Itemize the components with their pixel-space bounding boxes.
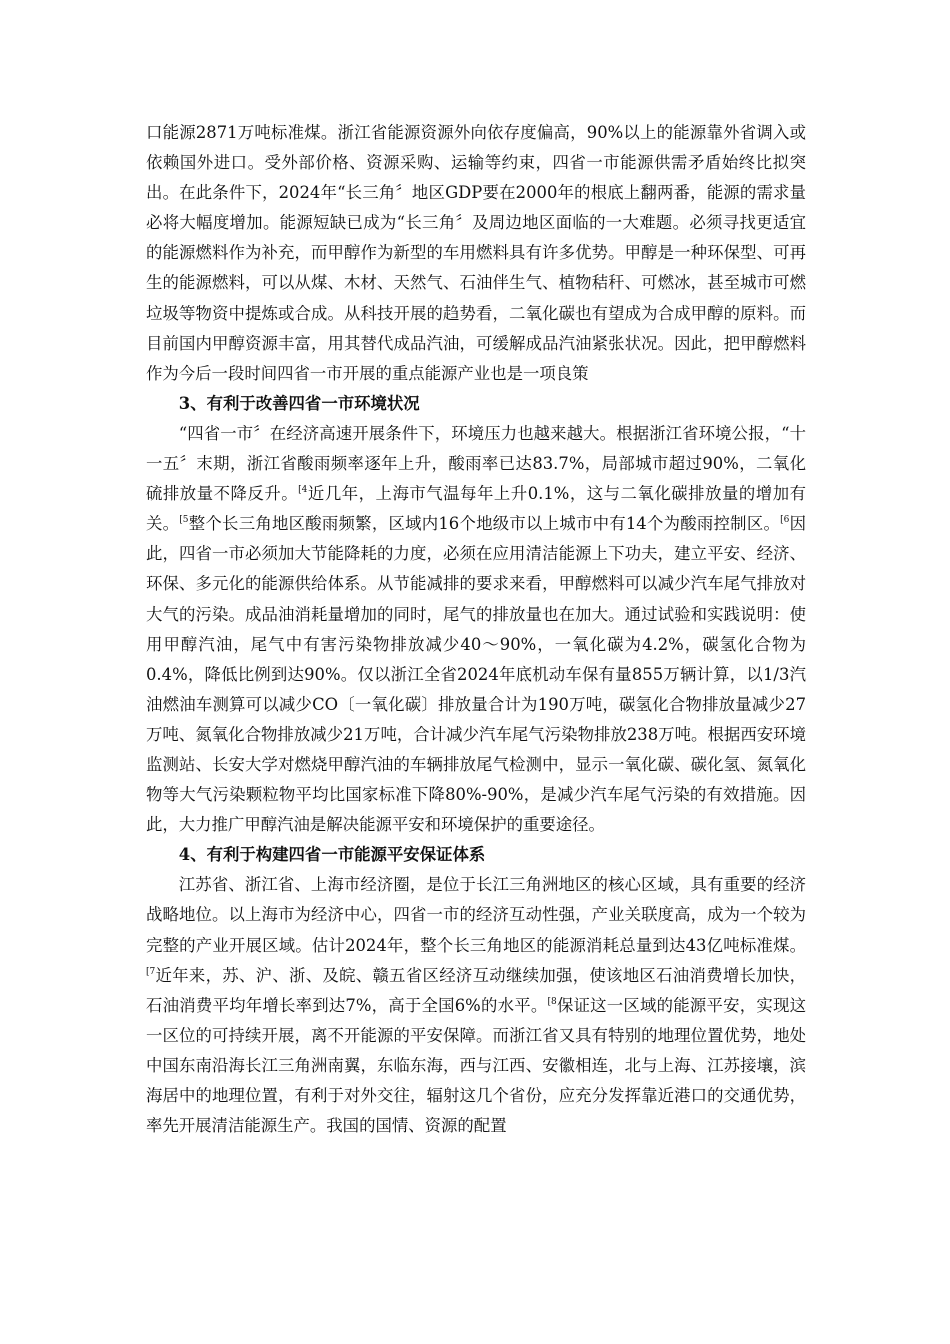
section-heading-energy-security: 4、有利于构建四省一市能源平安保证体系 xyxy=(178,845,486,865)
paragraph-text: 近年来，苏、沪、浙、及皖、赣五省区经济互动继续加强，使该地区石油消费增长加快，石油消费平均年增长率到达7%，高于全国6%的水平。 xyxy=(146,965,806,1015)
paragraph-text: 保证这一区域的能源平安，实现这一区位的可持续开展，离不开能源的平安保障。而浙江省又具有特别的地理位置优势，地处中国东南沿海长江三角洲南翼，东临东海，西与江西、安徽相连，北与上海、江苏接壤，滨海居中的地理位置，有利于对外交往，辐射这几个省份，应充分发挥靠近港口的交通优势，率先开展清洁能源生产。我国的国情、资源的配置 xyxy=(146,995,807,1136)
paragraph-text: 江苏省、浙江省、上海市经济圈，是位于长江三角洲地区的核心区域，具有重要的经济战略地位。以上海市为经济中心，四省一市的经济互动性强，产业关联度高，成为一个较为完整的产业开展区域。估计2024年，整个长三角地区的能源消耗总量到达43亿吨标准煤。 xyxy=(146,875,806,955)
citation-ref-5: [5 xyxy=(179,515,189,526)
paragraph-text: 近几年，上海市气温每年上升0.1%，这与二氧化碳排放量的增加有关。 xyxy=(146,484,807,534)
paragraph-text: 整个长三角地区酸雨频繁，区域内16个地级市以上城市中有14个为酸雨控制区。 xyxy=(188,514,781,534)
paragraph-energy-security xyxy=(146,870,806,1141)
citation-ref-8: [8 xyxy=(547,996,557,1007)
citation-ref-6: [6 xyxy=(780,515,790,526)
paragraph-energy-demand: 口能源2871万吨标准煤。浙江省能源资源外向依存度偏高，90%以上的能源靠外省调入或依赖国外进口。受外部价格、资源采购、运输等约束，四省一市能源供需矛盾始终比拟突出。在此条件下，2024年“长三角〞地区GDP要在2000年的根底上翻两番，能源的需求量必将大幅度增加。能源短缺已成为“长三角〞及周边地区面临的一大难题。必须寻找更适宜的能源燃料作为补充，而甲醇作为新型的车用燃料具有许多优势。甲醇是一种环保型、可再生的能源燃料，可以从煤、木材、天然气、石油伴生气、植物秸秆、可燃冰，甚至城市可燃垃圾等物资中提炼或合成。从科技开展的趋势看，二氧化碳也有望成为合成甲醇的原料。而目前国内甲醇资源丰富，用其替代成品汽油，可缓解成品汽油紧张状况。因此，把甲醇燃料作为今后一段时间四省一市开展的重点能源产业也是一项良策 xyxy=(146,123,806,383)
document-page xyxy=(146,118,806,1141)
paragraph-text: 因此，四省一市必须加大节能降耗的力度，必须在应用清洁能源上下功夫，建立平安、经济、环保、多元化的能源供给体系。从节能减排的要求来看，甲醇燃料可以减少汽车尾气排放对大气的污染。成品油消耗量增加的同时，尾气的排放量也在加大。通过试验和实践说明：使用甲醇汽油，尾气中有害污染物排放减少40～90%，一氧化碳为4.2%，碳氢化合物为0.4%，降低比例到达90%。仅以浙江全省2024年底机动车保有量855万辆计算，以1/3汽油燃油车测算可以减少CO〔一氧化碳〕排放量合计为190万吨，碳氢化合物排放量减少27万吨、氮氧化合物排放减少21万吨，合计减少汽车尾气污染物排放238万吨。根据西安环境监测站、长安大学对燃烧甲醇汽油的车辆排放尾气检测中，显示一氧化碳、碳化氢、氮氧化物等大气污染颗粒物平均比国家标准下降80%-90%，是减少汽车尾气污染的有效措施。因此，大力推广甲醇汽油是解决能源平安和环境保护的重要途径。 xyxy=(146,514,806,835)
citation-ref-7: [7 xyxy=(146,966,156,977)
section-heading-environment: 3、有利于改善四省一市环境状况 xyxy=(178,393,420,413)
paragraph-text: “四省一市〞在经济高速开展条件下，环境压力也越来越大。根据浙江省环境公报，“十一五〞末期，浙江省酸雨频率逐年上升，酸雨率已达83.7%，局部城市超过90%，二氧化硫排放量不降反升。 xyxy=(146,423,806,504)
paragraph-environment xyxy=(146,419,806,840)
citation-ref-4: [4 xyxy=(298,485,308,496)
